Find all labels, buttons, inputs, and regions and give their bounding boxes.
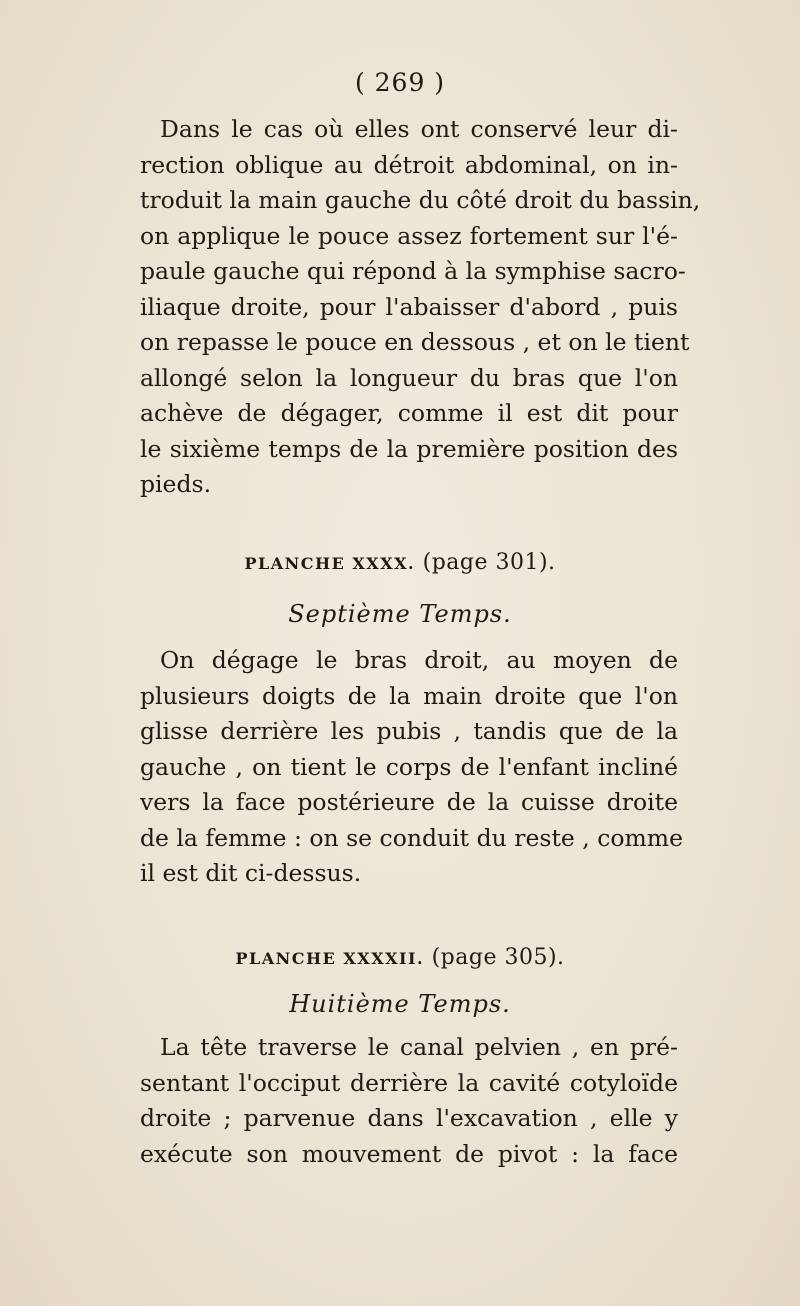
text-line: troduit la main gauche du côté droit du bassin, — [140, 186, 701, 214]
paragraph-2 — [140, 643, 683, 892]
text-line: Dans le cas où elles ont conservé leur di- — [160, 115, 678, 143]
paragraph-1 — [140, 112, 701, 503]
text-line: exécute son mouvement de pivot : la face — [140, 1139, 678, 1168]
text-line: La tête traverse le canal pelvien , en pré- — [160, 1033, 678, 1061]
text-line: on applique le pouce assez fortement sur l'é- — [140, 221, 678, 250]
plate-reference-1 — [0, 550, 800, 575]
plate-label: PLANCHE XXXXII. — [235, 949, 425, 968]
text-line: glisse derrière les pubis , tandis que de la — [140, 717, 678, 745]
text-line: sentant l'occiput derrière la cavité cotyloïde — [140, 1068, 678, 1097]
text-line: plusieurs doigts de la main droite que l'on — [140, 681, 678, 710]
text-line: on repasse le pouce en dessous , et on le tient — [140, 328, 690, 356]
text-line: pieds. — [140, 470, 212, 498]
text-line: allongé selon la longueur du bras que l'on — [140, 363, 678, 392]
text-line: paule gauche qui répond à la symphise sacro- — [140, 257, 686, 285]
text-line: rection oblique au détroit abdominal, on in- — [140, 150, 678, 179]
plate-page-ref: (page 301). — [422, 550, 556, 575]
text-line: de la femme : on se conduit du reste , comme — [140, 823, 683, 852]
section-heading-1: Septième Temps. — [288, 600, 512, 628]
text-line: gauche , on tient le corps de l'enfant incliné — [140, 752, 678, 781]
text-line: droite ; parvenue dans l'excavation , elle y — [140, 1104, 678, 1132]
plate-label: PLANCHE XXXX. — [244, 554, 416, 573]
section-heading-2: Huitième Temps. — [289, 990, 511, 1018]
text-line: On dégage le bras droit, au moyen de — [160, 646, 678, 674]
text-line: le sixième temps de la première position des — [140, 434, 678, 463]
plate-page-ref: (page 305). — [431, 945, 565, 970]
text-line: il est dit ci-dessus. — [140, 859, 362, 887]
page-number: ( 269 ) — [354, 68, 446, 97]
paragraph-3 — [140, 1030, 678, 1172]
text-line: vers la face postérieure de la cuisse droite — [140, 788, 678, 816]
plate-reference-2 — [0, 945, 800, 970]
text-line: iliaque droite, pour l'abaisser d'abord , puis — [140, 292, 678, 321]
text-line: achève de dégager, comme il est dit pour — [140, 399, 678, 427]
